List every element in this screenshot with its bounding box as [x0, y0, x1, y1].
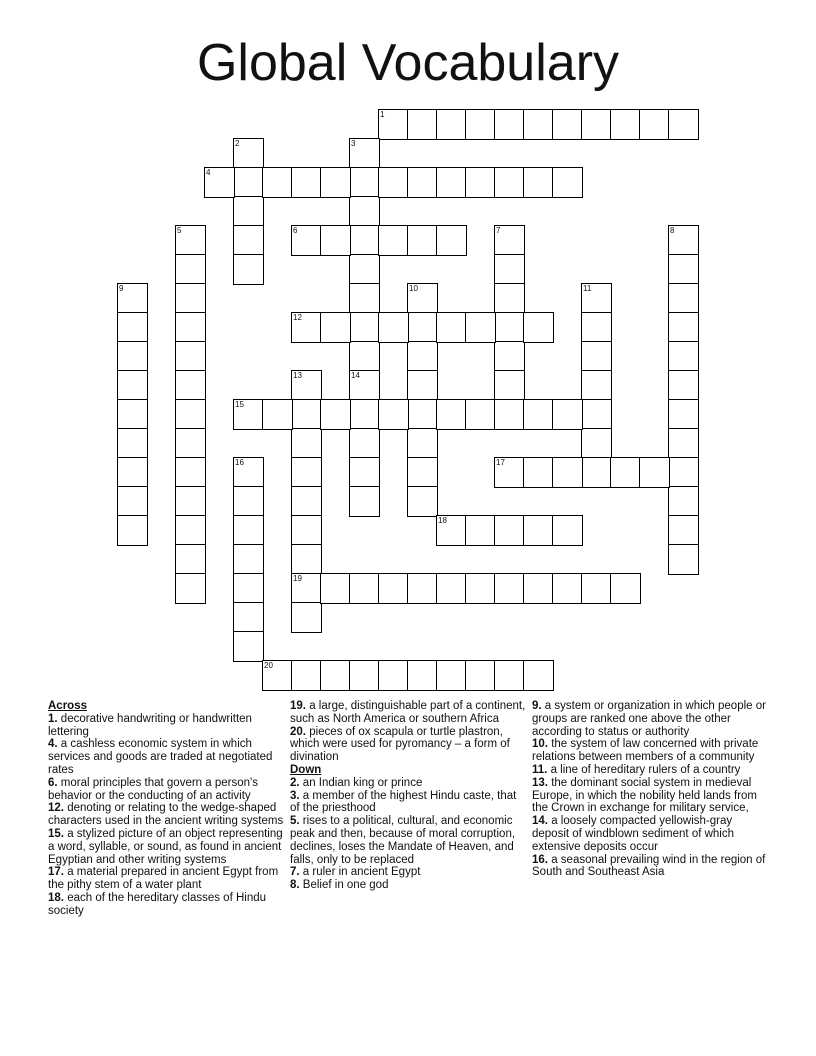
grid-cell[interactable]	[465, 515, 496, 546]
grid-cell[interactable]	[436, 399, 467, 430]
grid-cell[interactable]	[349, 660, 380, 691]
cell-number: 20	[264, 661, 273, 670]
clue-across-18: 18. each of the hereditary classes of Hindu society	[48, 891, 267, 917]
cell-number: 15	[235, 400, 244, 409]
clue-across-12: 12. denoting or relating to the wedge-shaped characters used in the ancient writing systems	[48, 802, 284, 828]
grid-cell[interactable]	[262, 167, 293, 198]
grid-cell[interactable]	[291, 486, 322, 517]
grid-cell[interactable]	[349, 457, 380, 488]
grid-cell[interactable]	[117, 457, 148, 488]
grid-cell[interactable]	[378, 660, 409, 691]
grid-cell[interactable]	[436, 225, 467, 256]
grid-cell[interactable]	[320, 167, 351, 198]
clues-column-1	[48, 700, 284, 918]
grid-cell[interactable]	[262, 399, 293, 430]
grid-cell[interactable]	[581, 109, 612, 140]
grid-cell[interactable]	[233, 573, 264, 604]
grid-cell[interactable]	[494, 167, 525, 198]
grid-cell[interactable]	[668, 457, 699, 488]
grid-cell[interactable]	[233, 602, 264, 633]
grid-cell[interactable]	[117, 370, 148, 401]
grid-cell[interactable]	[407, 457, 438, 488]
grid-cell[interactable]	[204, 167, 235, 198]
grid-cell[interactable]	[175, 283, 206, 314]
grid-cell[interactable]	[668, 486, 699, 517]
cell-number: 7	[496, 226, 501, 235]
grid-cell[interactable]	[233, 167, 264, 198]
grid-cell[interactable]	[117, 283, 148, 314]
cell-number: 14	[351, 371, 360, 380]
grid-cell[interactable]	[494, 370, 525, 401]
grid-cell[interactable]	[523, 312, 554, 343]
cell-number: 19	[293, 574, 302, 583]
grid-cell[interactable]	[407, 399, 438, 430]
cell-number: 10	[409, 284, 418, 293]
cell-number: 5	[177, 226, 182, 235]
grid-cell[interactable]	[233, 225, 264, 256]
grid-cell[interactable]	[668, 283, 699, 314]
grid-cell[interactable]	[175, 515, 206, 546]
grid-cell[interactable]	[668, 370, 699, 401]
grid-cell[interactable]	[291, 660, 322, 691]
grid-cell[interactable]	[465, 167, 496, 198]
grid-cell[interactable]	[436, 573, 467, 604]
grid-cell[interactable]	[436, 167, 467, 198]
clue-down-7: 7. a ruler in ancient Egypt	[290, 866, 421, 879]
grid-cell[interactable]	[233, 631, 264, 662]
grid-cell[interactable]	[465, 660, 496, 691]
grid-cell[interactable]	[349, 428, 380, 459]
grid-cell[interactable]	[668, 341, 699, 372]
grid-cell[interactable]	[233, 515, 264, 546]
grid-cell[interactable]	[233, 486, 264, 517]
grid-cell[interactable]	[610, 109, 641, 140]
grid-cell[interactable]	[349, 312, 380, 343]
grid-cell[interactable]	[436, 109, 467, 140]
clue-down-2: 2. an Indian king or prince	[290, 776, 423, 789]
grid-cell[interactable]	[175, 370, 206, 401]
grid-cell[interactable]	[349, 399, 380, 430]
grid-cell[interactable]	[639, 457, 670, 488]
clue-across-4: 4. a cashless economic system in which services and goods are traded at negotiated rates	[48, 738, 273, 776]
grid-cell[interactable]	[581, 312, 612, 343]
cell-number: 9	[119, 284, 124, 293]
clue-down-9: 9. a system or organization in which people or groups are ranked one above the other according to status or authority	[532, 700, 766, 738]
grid-cell[interactable]	[581, 457, 612, 488]
grid-cell[interactable]	[320, 660, 351, 691]
grid-cell[interactable]	[668, 312, 699, 343]
grid-cell[interactable]	[175, 486, 206, 517]
clue-across-19: 19. a large, distinguishable part of a continent, such as North America or southern Africa	[290, 700, 526, 725]
grid-cell[interactable]	[349, 225, 380, 256]
grid-cell[interactable]	[494, 573, 525, 604]
grid-cell[interactable]	[378, 312, 409, 343]
grid-cell[interactable]	[349, 254, 380, 285]
grid-cell[interactable]	[494, 109, 525, 140]
grid-cell[interactable]	[436, 660, 467, 691]
grid-cell[interactable]	[233, 254, 264, 285]
cell-number: 13	[293, 371, 302, 380]
cell-number: 18	[438, 516, 447, 525]
clue-down-3: 3. a member of the highest Hindu caste, that of the priesthood	[290, 789, 517, 815]
grid-cell[interactable]	[436, 312, 467, 343]
grid-cell[interactable]	[494, 283, 525, 314]
grid-cell[interactable]	[407, 660, 438, 691]
grid-cell[interactable]	[175, 312, 206, 343]
grid-cell[interactable]	[378, 109, 409, 140]
cell-number: 1	[380, 110, 385, 119]
grid-cell[interactable]	[407, 167, 438, 198]
grid-cell[interactable]	[581, 573, 612, 604]
grid-cell[interactable]	[233, 138, 264, 169]
grid-cell[interactable]	[291, 573, 322, 604]
grid-cell[interactable]	[233, 196, 264, 227]
grid-cell[interactable]	[523, 660, 554, 691]
grid-cell[interactable]	[349, 573, 380, 604]
grid-cell[interactable]	[610, 457, 641, 488]
grid-cell[interactable]	[523, 109, 554, 140]
grid-cell[interactable]	[407, 428, 438, 459]
grid-cell[interactable]	[494, 312, 525, 343]
grid-cell[interactable]	[668, 254, 699, 285]
page-title: Global Vocabulary	[196, 34, 620, 92]
grid-cell[interactable]	[465, 109, 496, 140]
grid-cell[interactable]	[349, 167, 380, 198]
grid-cell[interactable]	[407, 283, 438, 314]
grid-cell[interactable]	[523, 167, 554, 198]
grid-cell[interactable]	[494, 515, 525, 546]
grid-cell[interactable]	[378, 573, 409, 604]
grid-cell[interactable]	[407, 109, 438, 140]
grid-cell[interactable]	[668, 109, 699, 140]
grid-cell[interactable]	[668, 225, 699, 256]
clue-down-16: 16. a seasonal prevailing wind in the region of South and Southeast Asia	[532, 853, 766, 879]
grid-cell[interactable]	[668, 544, 699, 575]
grid-cell[interactable]	[523, 457, 554, 488]
grid-cell[interactable]	[639, 109, 670, 140]
clue-across-1: 1. decorative handwriting or handwritten lettering	[48, 712, 252, 738]
grid-cell[interactable]	[349, 341, 380, 372]
grid-cell[interactable]	[291, 312, 322, 343]
cell-number: 11	[583, 284, 592, 293]
grid-cell[interactable]	[552, 457, 583, 488]
cell-number: 2	[235, 139, 240, 148]
grid-cell[interactable]	[291, 602, 322, 633]
grid-cell[interactable]	[320, 399, 351, 430]
grid-cell[interactable]	[378, 225, 409, 256]
grid-cell[interactable]	[291, 370, 322, 401]
clue-across-17: 17. a material prepared in ancient Egypt from the pithy stem of a water plant	[48, 866, 279, 892]
grid-cell[interactable]	[233, 399, 264, 430]
grid-cell[interactable]	[117, 341, 148, 372]
grid-cell[interactable]	[349, 370, 380, 401]
grid-cell[interactable]	[291, 515, 322, 546]
grid-cell[interactable]	[117, 486, 148, 517]
cell-number: 12	[293, 313, 302, 322]
grid-cell[interactable]	[494, 254, 525, 285]
grid-cell[interactable]	[175, 341, 206, 372]
grid-cell[interactable]	[117, 312, 148, 343]
clues-column-3	[532, 700, 768, 879]
grid-cell[interactable]	[581, 283, 612, 314]
grid-cell[interactable]	[581, 399, 612, 430]
grid-cell[interactable]	[581, 341, 612, 372]
grid-cell[interactable]	[552, 167, 583, 198]
grid-cell[interactable]	[175, 573, 206, 604]
grid-cell[interactable]	[494, 341, 525, 372]
grid-cell[interactable]	[233, 457, 264, 488]
grid-cell[interactable]	[291, 167, 322, 198]
grid-cell[interactable]	[262, 660, 293, 691]
grid-cell[interactable]	[175, 399, 206, 430]
grid-cell[interactable]	[465, 399, 496, 430]
grid-cell[interactable]	[349, 283, 380, 314]
grid-cell[interactable]	[175, 225, 206, 256]
grid-cell[interactable]	[175, 544, 206, 575]
clue-down-13: 13. the dominant social system in medieval Europe, in which the nobility held lands from the Crown in exchange for military service,	[532, 776, 758, 815]
grid-cell[interactable]	[291, 225, 322, 256]
grid-cell[interactable]	[291, 457, 322, 488]
clue-down-5: 5. rises to a political, cultural, and economic peak and then, because of moral corruption, declines, loses the Mandate of Heaven, and falls, only to be replaced	[290, 815, 516, 866]
grid-cell[interactable]	[407, 370, 438, 401]
grid-cell[interactable]	[494, 660, 525, 691]
cell-number: 17	[496, 458, 505, 467]
grid-cell[interactable]	[117, 515, 148, 546]
grid-cell[interactable]	[407, 573, 438, 604]
cell-number: 6	[293, 226, 298, 235]
clue-down-14: 14. a loosely compacted yellowish-gray deposit of windblown sediment of which extensive deposits occur	[532, 815, 735, 853]
grid-cell[interactable]	[233, 544, 264, 575]
grid-cell[interactable]	[320, 573, 351, 604]
grid-cell[interactable]	[291, 544, 322, 575]
grid-cell[interactable]	[407, 341, 438, 372]
clue-across-15: 15. a stylized picture of an object representing a word, syllable, or sound, as found in ancient Egyptian and other writing systems	[48, 827, 283, 866]
cell-number: 8	[670, 226, 675, 235]
grid-cell[interactable]	[117, 399, 148, 430]
grid-cell[interactable]	[349, 196, 380, 227]
grid-cell[interactable]	[581, 428, 612, 459]
grid-cell[interactable]	[291, 428, 322, 459]
grid-cell[interactable]	[552, 109, 583, 140]
grid-cell[interactable]	[407, 312, 438, 343]
grid-cell[interactable]	[378, 167, 409, 198]
grid-cell[interactable]	[494, 457, 525, 488]
grid-cell[interactable]	[552, 573, 583, 604]
clue-down-10: 10. the system of law concerned with private relations between members of a community	[532, 738, 759, 764]
grid-cell[interactable]	[291, 399, 322, 430]
grid-cell[interactable]	[175, 457, 206, 488]
down-heading: Down	[290, 763, 322, 776]
grid-cell[interactable]	[117, 428, 148, 459]
grid-cell[interactable]	[668, 515, 699, 546]
clues-column-2	[290, 700, 526, 892]
grid-cell[interactable]	[320, 312, 351, 343]
grid-cell[interactable]	[552, 399, 583, 430]
grid-cell[interactable]	[523, 573, 554, 604]
cell-number: 16	[235, 458, 244, 467]
grid-cell[interactable]	[494, 399, 525, 430]
cell-number: 4	[206, 168, 211, 177]
grid-cell[interactable]	[465, 573, 496, 604]
grid-cell[interactable]	[349, 486, 380, 517]
cell-number: 3	[351, 139, 356, 148]
grid-cell[interactable]	[523, 399, 554, 430]
grid-cell[interactable]	[668, 399, 699, 430]
clue-across-20: 20. pieces of ox scapula or turtle plastron, which were used for pyromancy – a form of divination	[290, 725, 510, 764]
grid-cell[interactable]	[436, 515, 467, 546]
grid-cell[interactable]	[668, 428, 699, 459]
grid-cell[interactable]	[378, 399, 409, 430]
grid-cell[interactable]	[175, 254, 206, 285]
grid-cell[interactable]	[523, 515, 554, 546]
grid-cell[interactable]	[465, 312, 496, 343]
clue-down-11: 11. a line of hereditary rulers of a country	[532, 763, 741, 776]
clue-across-6: 6. moral principles that govern a person's behavior or the conducting of an activity	[48, 776, 258, 802]
grid-cell[interactable]	[407, 486, 438, 517]
grid-cell[interactable]	[581, 370, 612, 401]
grid-cell[interactable]	[320, 225, 351, 256]
grid-cell[interactable]	[494, 225, 525, 256]
grid-cell[interactable]	[349, 138, 380, 169]
clue-down-8: 8. Belief in one god	[290, 879, 389, 892]
grid-cell[interactable]	[407, 225, 438, 256]
grid-cell[interactable]	[610, 573, 641, 604]
grid-cell[interactable]	[552, 515, 583, 546]
across-heading: Across	[48, 700, 87, 712]
grid-cell[interactable]	[175, 428, 206, 459]
